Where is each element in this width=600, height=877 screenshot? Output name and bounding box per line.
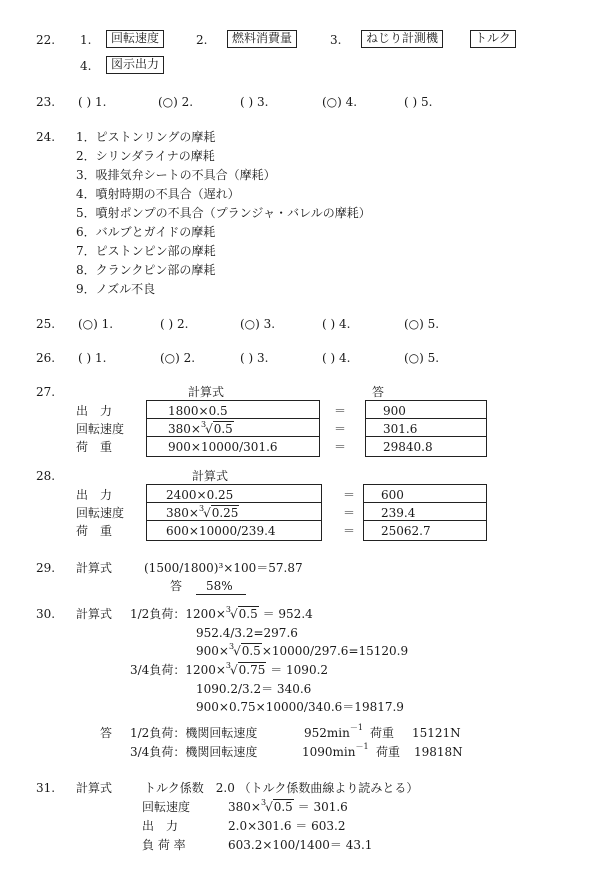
q25-choice-4: ( ) 4.: [322, 317, 351, 331]
q23-choice-3: ( ) 3.: [240, 95, 269, 109]
q24-item-3: 3．吸排気弁シートの不具合（摩耗）: [76, 168, 276, 182]
q22-item-1-num: 1.: [80, 33, 92, 47]
q24-item-2: 2．シリンダライナの摩耗: [76, 149, 215, 163]
q30-half-load-heading: 1/2負荷：1200×$^3$√0.5 ＝ 952.4: [130, 605, 313, 621]
q28-row1-eq: ＝: [343, 488, 356, 502]
q30-label: 計算式: [76, 607, 113, 621]
q22-answer-box-1: 回転速度: [106, 30, 164, 48]
q25-choice-5: (○) 5.: [404, 317, 440, 331]
q30-answer-1-heading: 1/2負荷：機関回転速度: [130, 726, 258, 740]
q30-half-load-line3: 900×$^3$√0.5×10000/297.6=15120.9: [196, 642, 409, 658]
q27-row2-answer: 301.6: [383, 422, 418, 436]
q24-item-7: 7．ピストンピン部の摩耗: [76, 244, 216, 258]
q26-number: 26.: [36, 351, 56, 365]
q24-item-6: 6．バルブとガイドの摩耗: [76, 225, 216, 239]
q24-item-9: 9．ノズル不良: [76, 282, 156, 296]
q25-number: 25.: [36, 317, 56, 331]
q30-three-quarter-load-line2: 1090.2/3.2＝ 340.6: [196, 682, 312, 696]
q30-answer-1-load: 15121N: [412, 726, 461, 740]
q31-row3-label: 負 荷 率: [142, 838, 186, 852]
q30-half-load-line2: 952.4/3.2=297.6: [196, 626, 298, 640]
q27-answer-header: 答: [372, 385, 385, 399]
q29-number: 29.: [36, 561, 56, 575]
q22-item-2-num: 2.: [196, 33, 208, 47]
q22-answer-box-3b: トルク: [470, 30, 516, 48]
q23-choice-4: (○) 4.: [322, 95, 358, 109]
q28-row2-eq: ＝: [343, 506, 356, 520]
q27-formula-header: 計算式: [188, 385, 225, 399]
q24-item-4: 4．噴射時期の不具合（遅れ）: [76, 187, 240, 201]
q27-row3-formula: 900×10000/301.6: [168, 440, 278, 454]
q30-answer-2-heading: 3/4負荷：機関回転速度: [130, 745, 258, 759]
q30-answer-1-speed: $952\min^{-1}$: [304, 723, 363, 740]
q29-answer-underline: [196, 594, 246, 595]
q30-answer-1-load-label: 荷重: [370, 726, 395, 740]
q31-line1: トルク係数 2.0 （トルク係数曲線より読みとる）: [144, 781, 419, 795]
q26-choice-5: (○) 5.: [404, 351, 440, 365]
q28-row1-label: 出 力: [76, 488, 113, 502]
q23-choice-1: ( ) 1.: [78, 95, 107, 109]
q31-row2-label: 出 力: [142, 819, 179, 833]
q27-row1-formula: 1800×0.5: [168, 404, 228, 418]
q27-row3-eq: ＝: [334, 440, 347, 454]
q26-choice-2: (○) 2.: [160, 351, 196, 365]
q30-three-quarter-load-heading: 3/4負荷：1200×$^3$√0.75 ＝ 1090.2: [130, 661, 329, 677]
q22-answer-box-2: 燃料消費量: [227, 30, 297, 48]
q27-row2-label: 回転速度: [76, 422, 125, 436]
q27-row2-formula: 380×$^3$√0.5: [168, 420, 233, 436]
q28-row1-formula: 2400×0.25: [166, 488, 234, 502]
q28-row3-eq: ＝: [343, 524, 356, 538]
q26-choice-4: ( ) 4.: [322, 351, 351, 365]
q27-row1-eq: ＝: [334, 404, 347, 418]
q28-row1-answer: 600: [381, 488, 404, 502]
q31-label: 計算式: [76, 781, 113, 795]
q28-row3-formula: 600×10000/239.4: [166, 524, 276, 538]
q25-choice-2: ( ) 2.: [160, 317, 189, 331]
q28-formula-header: 計算式: [192, 469, 229, 483]
q26-choice-3: ( ) 3.: [240, 351, 269, 365]
q25-choice-3: (○) 3.: [240, 317, 276, 331]
q28-row2-label: 回転速度: [76, 506, 125, 520]
q22-item-4-num: 4.: [80, 59, 92, 73]
q22-answer-box-4: 図示出力: [106, 56, 164, 74]
q22-number: 22.: [36, 33, 56, 47]
q28-row3-answer: 25062.7: [381, 524, 431, 538]
q28-row2-formula: 380×$^3$√0.25: [166, 504, 239, 520]
q27-row1-answer: 900: [383, 404, 406, 418]
q26-choice-1: ( ) 1.: [78, 351, 107, 365]
q31-row1-value: 380×$^3$√0.5 ＝ 301.6: [228, 798, 348, 814]
q25-choice-1: (○) 1.: [78, 317, 114, 331]
q23-choice-2: (○) 2.: [158, 95, 194, 109]
q29-answer: 58%: [206, 579, 233, 593]
q24-item-1: 1．ピストンリングの摩耗: [76, 130, 216, 144]
q30-three-quarter-load-line3: 900×0.75×10000/340.6＝19817.9: [196, 700, 404, 714]
q24-item-8: 8．クランクピン部の摩耗: [76, 263, 216, 277]
q22-item-3-num: 3.: [330, 33, 342, 47]
q27-row3-answer: 29840.8: [383, 440, 433, 454]
q27-number: 27.: [36, 385, 56, 399]
q30-answer-2-speed: $1090\min^{-1}$: [302, 742, 369, 759]
q31-row3-value: 603.2×100/1400＝ 43.1: [228, 838, 373, 852]
q29-label: 計算式: [76, 561, 113, 575]
q28-row3-label: 荷 重: [76, 524, 113, 538]
q23-choice-5: ( ) 5.: [404, 95, 433, 109]
q24-item-5: 5．噴射ポンプの不具合（プランジャ・バレルの摩耗）: [76, 206, 371, 220]
q30-number: 30.: [36, 607, 56, 621]
q22-answer-box-3: ねじり計測機: [361, 30, 443, 48]
q27-row2-eq: ＝: [334, 422, 347, 436]
q31-row1-label: 回転速度: [142, 800, 191, 814]
q23-number: 23.: [36, 95, 56, 109]
q27-row1-label: 出 力: [76, 404, 113, 418]
q30-answer-label: 答: [100, 726, 113, 740]
q31-row2-value: 2.0×301.6 ＝ 603.2: [228, 819, 346, 833]
q30-answer-2-load: 19818N: [414, 745, 463, 759]
q30-answer-2-load-label: 荷重: [376, 745, 401, 759]
q28-row2-answer: 239.4: [381, 506, 416, 520]
q29-formula: (1500/1800)³×100＝57.87: [144, 561, 303, 575]
q31-number: 31.: [36, 781, 56, 795]
q24-number: 24.: [36, 130, 56, 144]
q28-number: 28.: [36, 469, 56, 483]
q27-row3-label: 荷 重: [76, 440, 113, 454]
q29-answer-label: 答: [170, 579, 183, 593]
